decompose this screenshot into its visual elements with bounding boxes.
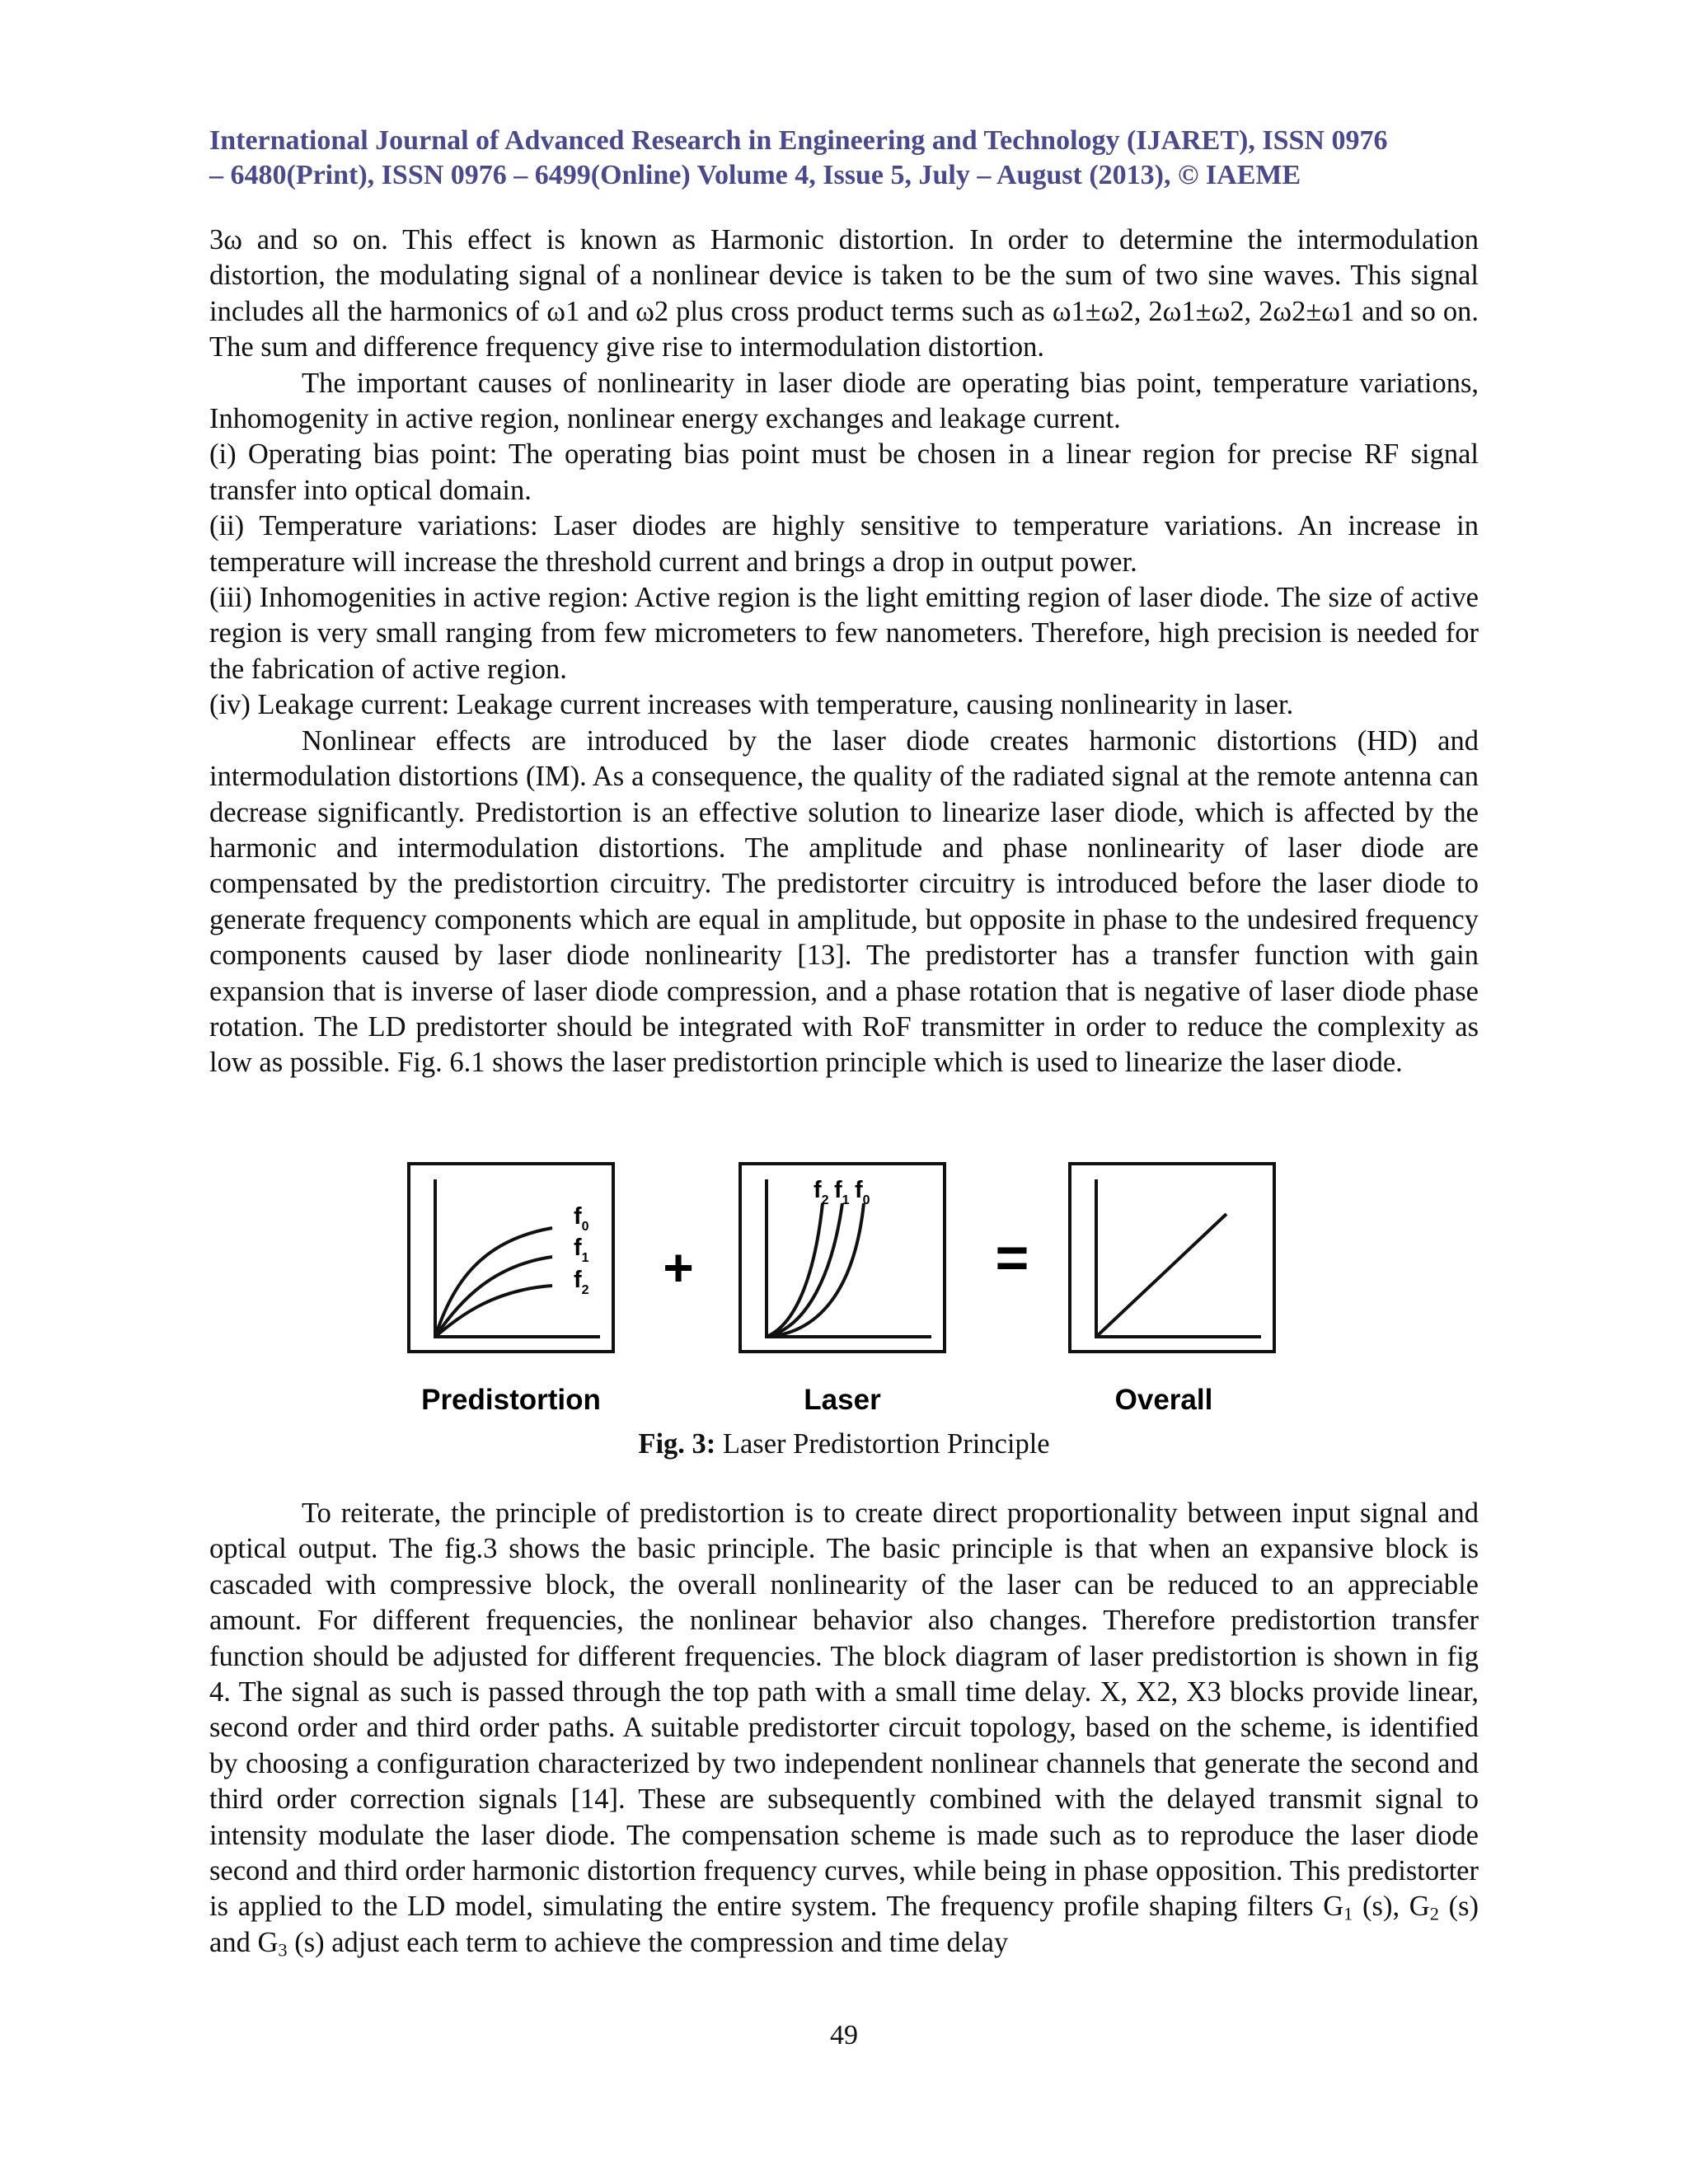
figure-laser-predistortion — [404, 1158, 1286, 1426]
predistortion-label: Predistortion — [421, 1384, 601, 1416]
label-laser-f2: $f_2$ — [814, 1177, 829, 1207]
label-laser-f0: $f_0$ — [855, 1177, 870, 1207]
paragraph-harmonic-distortion: 3ω and so on. This effect is known as Harmonic distortion. In order to determine the intermodulation distortion, the modulating signal of a nonlinear device is taken to be the sum of two sine waves. This signal includes all the harmonics of ω1 and ω2 plus cross product terms such as ω1±ω2, 2ω1±ω2, 2ω2±ω1 and so on. The sum and difference frequency give rise to intermodulation distortion. — [209, 224, 1479, 363]
plus-sign: + — [663, 1238, 694, 1297]
label-f0: $f_0$ — [574, 1203, 589, 1234]
laser-curve-f1 — [767, 1203, 842, 1337]
figure-caption-label: Fig. 3: — [638, 1428, 716, 1460]
paragraph-operating-bias-point: (i) Operating bias point: The operating bias point must be chosen in a linear region for precise RF signal transfer into optical domain. — [209, 438, 1479, 506]
figure-caption-text: Laser Predistortion Principle — [715, 1428, 1050, 1460]
journal-header-line-2: – 6480(Print), ISSN 0976 – 6499(Online) Volume 4, Issue 5, July – August (2013), © IAEME — [209, 160, 1301, 190]
paragraph-leakage-current: (iv) Leakage current: Leakage current increases with temperature, causing nonlinearity in laser. — [209, 689, 1294, 721]
filter-g3-subscript: 3 — [278, 1939, 288, 1961]
paragraph-inhomogenities: (iii) Inhomogenities in active region: Active region is the light emitting region of laser diode. The size of active region is very small ranging from few micrometers to few nanometers. Therefore, high precision is needed for the fabrication of active region. — [209, 582, 1479, 685]
filter-g2-subscript: 2 — [1429, 1904, 1439, 1925]
equals-sign: = — [995, 1226, 1029, 1290]
text-s-1: (s), — [1353, 1891, 1409, 1923]
body-text-lower — [209, 1496, 1479, 1961]
predistortion-panel — [409, 1164, 613, 1352]
label-f1: $f_1$ — [574, 1235, 589, 1265]
filter-g1: G — [1323, 1891, 1344, 1923]
paragraph-temperature-variations: (ii) Temperature variations: Laser diodes are highly sensitive to temperature variations. An increase in temperature will increase the threshold current and brings a drop in output power. — [209, 510, 1479, 578]
laser-curve-f2 — [767, 1203, 823, 1337]
page-number: 49 — [830, 2020, 858, 2050]
text-end: (s) adjust each term to achieve the compression and time delay — [287, 1926, 1009, 1958]
text-s-and: (s) and — [209, 1891, 1479, 1958]
paragraph-predistortion-principle-main: To reiterate, the principle of predistortion is to create direct proportionality between input signal and optical output. The fig.3 shows the basic principle. The basic principle is that when an expansive block is cascaded with compressive block, the overall nonlinearity of the laser can be reduced to an appreciable amount. For different frequencies, the nonlinear behavior also changes. Therefore predistortion transfer function should be adjusted for different frequencies. The block diagram of laser predistortion is shown in fig 4. The signal as such is passed through the top path with a small time delay. X, X2, X3 blocks provide linear, second order and third order paths. A suitable predistorter circuit topology, based on the scheme, is identified by choosing a configuration characterized by two independent nonlinear channels that generate the second and third order correction signals [14]. These are subsequently combined with the delayed transmit signal to intensity modulate the laser diode. The compensation scheme is made such as to reproduce the laser diode second and third order harmonic distortion frequency curves, while being in phase opposition. This predistorter is applied to the LD model, simulating the entire system. The frequency profile shaping filters — [209, 1497, 1479, 1923]
journal-header-line-1: International Journal of Advanced Research in Engineering and Technology (IJARET), ISSN 0976 — [209, 125, 1388, 156]
label-laser-f1: $f_1$ — [834, 1177, 850, 1207]
body-text-upper — [209, 223, 1479, 1081]
overall-linear-line — [1096, 1214, 1226, 1337]
journal-header — [209, 124, 1479, 193]
label-f2: $f_2$ — [574, 1267, 589, 1297]
overall-panel — [1070, 1164, 1274, 1352]
paragraph-causes-of-nonlinearity: The important causes of nonlinearity in laser diode are operating bias point, temperature variations, Inhomogenity in active region, nonlinear energy exchanges and leakage current. — [209, 367, 1479, 435]
paragraph-nonlinear-effects: Nonlinear effects are introduced by the laser diode creates harmonic distortions (HD) and intermodulation distortions (IM). As a consequence, the quality of the radiated signal at the remote antenna can decrease significantly. Predistortion is an effective solution to linearize laser diode, which is affected by the harmonic and intermodulation distortions. The amplitude and phase nonlinearity of laser diode are compensated by the predistortion circuitry. The predistorter circuitry is introduced before the laser diode to generate frequency components which are equal in amplitude, but opposite in phase to the undesired frequency components caused by laser diode nonlinearity [13]. The predistorter has a transfer function with gain expansion that is inverse of laser diode compression, and a phase rotation that is negative of laser diode phase rotation. The LD predistorter should be integrated with RoF transmitter in order to reduce the complexity as low as possible. Fig. 6.1 shows the laser predistortion principle which is used to linearize the laser diode. — [209, 724, 1479, 1079]
filter-g1-subscript: 1 — [1343, 1904, 1353, 1925]
figure-caption — [0, 1426, 1688, 1462]
overall-label: Overall — [1114, 1384, 1213, 1416]
laser-curve-f0 — [767, 1203, 864, 1337]
filter-g3: G — [257, 1926, 279, 1958]
figure-diagram — [404, 1158, 1286, 1426]
filter-g2: G — [1409, 1891, 1430, 1923]
laser-panel — [740, 1164, 945, 1352]
laser-label: Laser — [804, 1384, 881, 1416]
predistortion-curve-f0 — [435, 1228, 552, 1337]
paragraph-predistortion-principle — [209, 1496, 1479, 1961]
